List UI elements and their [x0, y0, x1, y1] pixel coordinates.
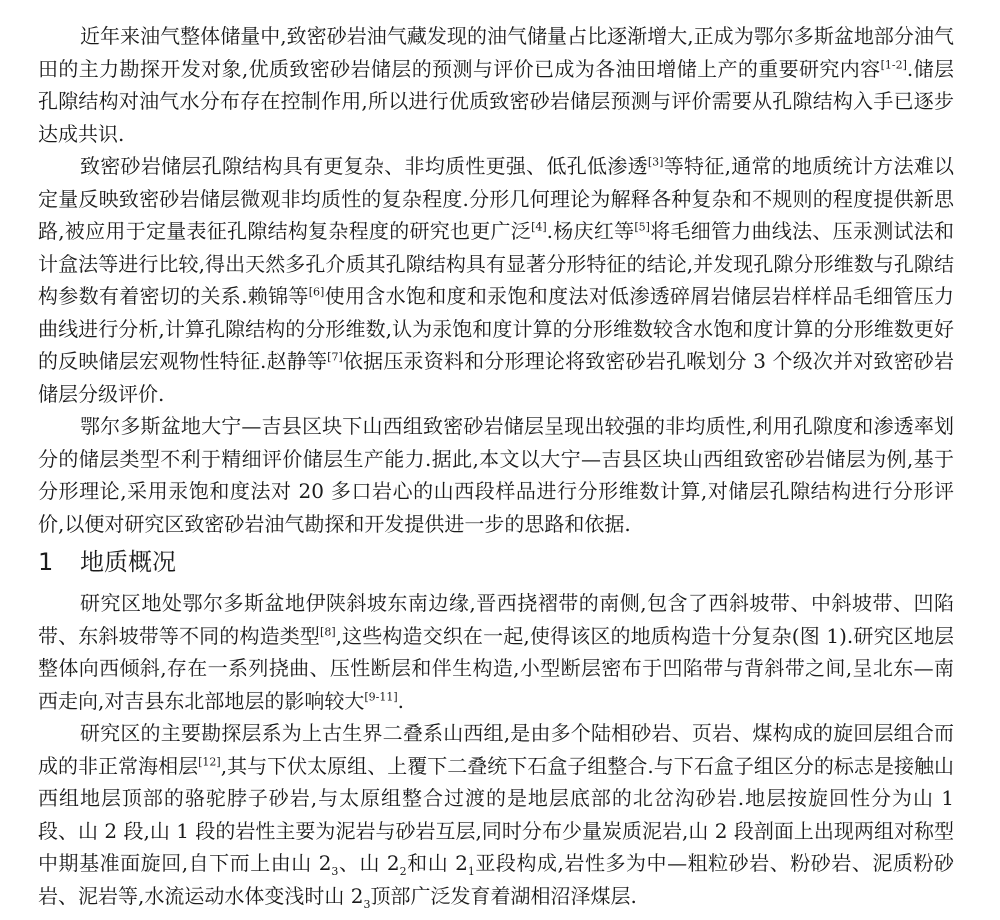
- text-run: 和山 2: [406, 851, 468, 875]
- text-run: 将毛细管力曲线法、压汞测试法和计盒法等进行比较,得出天然多孔介质其孔隙结构具有显著分形特征的结论,并发现孔隙分形维数与孔隙结构参数有着密切的关系.赖锦等: [38, 219, 955, 308]
- section-paragraph-2: [38, 717, 954, 912]
- intro-paragraph-2: [38, 150, 954, 410]
- text-run: .: [397, 688, 405, 713]
- citation-ref: [6]: [308, 285, 325, 299]
- text-run: 等特征,通常的地质统计方法难以定量反映致密砂岩储层微观非均质性的复杂程度.分形几何理论为解释各种复杂和不规则的程度提供新思路,被应用于定量表征孔隙结构复杂程度的研究也更广泛: [38, 154, 955, 243]
- citation-ref: [1-2]: [880, 57, 907, 71]
- text-run: 顶部广泛发育着湖相沼泽煤层.: [370, 883, 637, 908]
- text-run: 亚段构成,岩性多为中—粗粒砂岩、粉砂岩、泥质粉砂岩、泥岩等,水流运动水体变浅时山 2: [38, 851, 954, 908]
- intro-paragraph-3: [38, 410, 954, 540]
- citation-ref: [4]: [531, 220, 547, 234]
- subscript: 3: [331, 865, 339, 878]
- citation-ref: [3]: [647, 155, 664, 169]
- section-paragraph-1: [38, 587, 954, 717]
- subscript: 2: [399, 865, 407, 878]
- citation-ref: [9-11]: [364, 689, 398, 703]
- text-run: .储层孔隙结构对油气水分布存在控制作用,所以进行优质致密砂岩储层预测与评价需要从孔隙结构入手已逐步达成共识.: [38, 56, 955, 146]
- citation-ref: [5]: [634, 220, 650, 234]
- intro-paragraph-1: [38, 20, 954, 150]
- text-run: 研究区的主要勘探层系为上古生界二叠系山西组,是由多个陆相砂岩、页岩、煤构成的旋回层组合而成的非正常海相层: [38, 721, 954, 778]
- citation-ref: [8]: [320, 624, 336, 638]
- text-run: .杨庆红等: [546, 219, 635, 243]
- text-run: 致密砂岩储层孔隙结构具有更复杂、非均质性更强、低孔低渗透: [80, 154, 648, 178]
- section-number: 1: [38, 548, 54, 576]
- text-run: 、山 2: [338, 851, 400, 875]
- text-run: 鄂尔多斯盆地大宁—吉县区块下山西组致密砂岩储层呈现出较强的非均质性,利用孔隙度和渗透率划分的储层类型不利于精细评价储层生产能力.据此,本文以大宁—吉县区块山西组致密砂岩储层为例,基于分形理论,采用汞饱和度法对 20 多口岩心的山西段样品进行分形维数计算,对储层孔隙结构进行分形评价,以便对研究区致密砂岩油气勘探和开发提供进一步的思路和依据.: [38, 414, 954, 536]
- subscript: 1: [467, 865, 475, 878]
- subscript: 3: [363, 897, 371, 911]
- text-run: 研究区地处鄂尔多斯盆地伊陕斜坡东南边缘,晋西挠褶带的南侧,包含了西斜坡带、中斜坡带、凹陷带、东斜坡带等不同的构造类型: [38, 591, 954, 648]
- text-run: ,其与下伏太原组、上覆下二叠统下石盒子组整合.与下石盒子组区分的标志是接触山西组地层顶部的骆驼脖子砂岩,与太原组整合过渡的是地层底部的北岔沟砂岩.地层按旋回性分为山 1 段、山 2 段,山 1 段的岩性主要为泥岩与砂岩互层,同时分布少量炭质泥岩,山 2 段剖面上出现两组对称型中期基准面旋回,自下而上由山 2: [38, 753, 954, 875]
- citation-ref: [12]: [198, 754, 221, 768]
- section-title: 地质概况: [80, 548, 176, 576]
- text-run: 近年来油气整体储量中,致密砂岩油气藏发现的油气储量占比逐渐增大,正成为鄂尔多斯盆地部分油气田的主力勘探开发对象,优质致密砂岩储层的预测与评价已成为各油田增储上产的重要研究内容: [38, 24, 954, 81]
- citation-ref: [7]: [327, 350, 343, 364]
- section-heading: [38, 544, 954, 580]
- text-run: ,这些构造交织在一起,使得该区的地质构造十分复杂(图 1).研究区地层整体向西倾斜,存在一系列挠曲、压性断层和伴生构造,小型断层密布于凹陷带与背斜带之间,呈北东—南西走向,对吉县东北部地层的影响较大: [38, 623, 955, 713]
- text-run: 依据压汞资料和分形理论将致密砂岩孔喉划分 3 个级次并对致密砂岩储层分级评价.: [38, 349, 954, 406]
- text-run: 使用含水饱和度和汞饱和度法对低渗透碎屑岩储层岩样样品毛细管压力曲线进行分析,计算孔隙结构的分形维数,认为汞饱和度计算的分形维数较含水饱和度计算的分形维数更好的反映储层宏观物性特征.赵静等: [38, 284, 955, 373]
